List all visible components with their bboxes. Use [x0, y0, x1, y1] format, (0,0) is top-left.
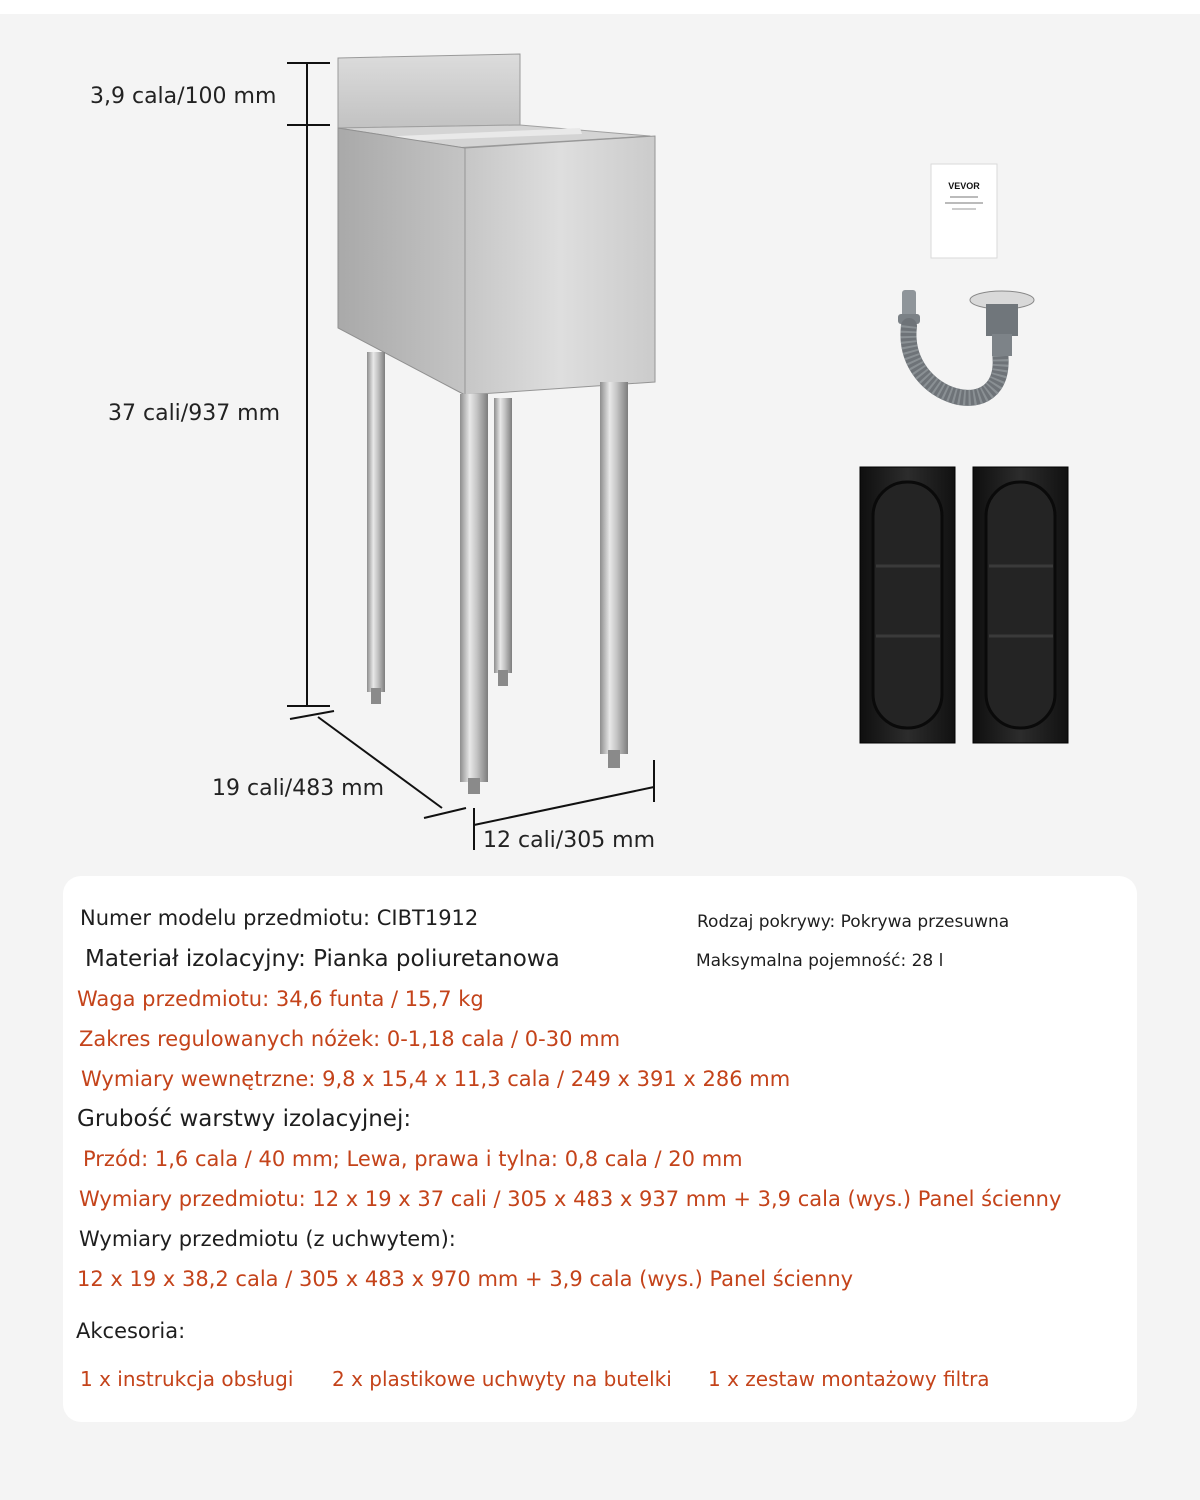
spec-card: [63, 876, 1137, 1422]
spec-max-capacity: Maksymalna pojemność: 28 l: [696, 951, 944, 971]
accessory-item-bottle-holders: 2 x plastikowe uchwyty na butelki: [332, 1367, 672, 1391]
spec-inner-dimensions: Wymiary wewnętrzne: 9,8 x 15,4 x 11,3 cala / 249 x 391 x 286 mm: [81, 1067, 791, 1091]
drain-hose-kit: [898, 290, 1034, 398]
manual-brand-logo: VEVOR: [948, 181, 980, 191]
spec-leg-range: Zakres regulowanych nóżek: 0-1,18 cala / 0-30 mm: [79, 1027, 621, 1051]
spec-item-dimensions: Wymiary przedmiotu: 12 x 19 x 37 cali / 305 x 483 x 937 mm + 3,9 cala (wys.) Panel ścienny: [79, 1187, 1062, 1211]
dim-body-height-label: 37 cali/937 mm: [108, 401, 281, 426]
dim-depth-label: 19 cali/483 mm: [212, 776, 385, 801]
spec-insulation-material: Materiał izolacyjny: Pianka poliuretanowa: [85, 946, 560, 972]
spec-insulation-thickness-value: Przód: 1,6 cala / 40 mm; Lewa, prawa i tylna: 0,8 cala / 20 mm: [83, 1147, 743, 1171]
accessory-item-filter-kit: 1 x zestaw montażowy filtra: [708, 1367, 990, 1391]
spec-item-dimensions-handle-value: 12 x 19 x 38,2 cala / 305 x 483 x 970 mm + 3,9 cala (wys.) Panel ścienny: [77, 1267, 854, 1291]
spec-model: Numer modelu przedmiotu: CIBT1912: [80, 906, 479, 930]
bottle-holders: [860, 467, 1068, 743]
bottle-holder-right: [973, 467, 1068, 743]
dim-panel-height-label: 3,9 cala/100 mm: [90, 84, 277, 109]
dim-width-label: 12 cali/305 mm: [483, 828, 656, 853]
spec-weight: Waga przedmiotu: 34,6 funta / 15,7 kg: [77, 987, 484, 1011]
bottle-holder-left: [860, 467, 955, 743]
ice-bin-cabinet: [338, 54, 655, 794]
manual-booklet: [931, 164, 997, 258]
spec-insulation-thickness-label: Grubość warstwy izolacyjnej:: [77, 1106, 412, 1132]
spec-item-dimensions-handle-label: Wymiary przedmiotu (z uchwytem):: [79, 1227, 456, 1251]
accessory-item-manual: 1 x instrukcja obsługi: [80, 1367, 294, 1391]
spec-accessories-label: Akcesoria:: [76, 1319, 186, 1343]
spec-lid-type: Rodzaj pokrywy: Pokrywa przesuwna: [697, 912, 1010, 932]
